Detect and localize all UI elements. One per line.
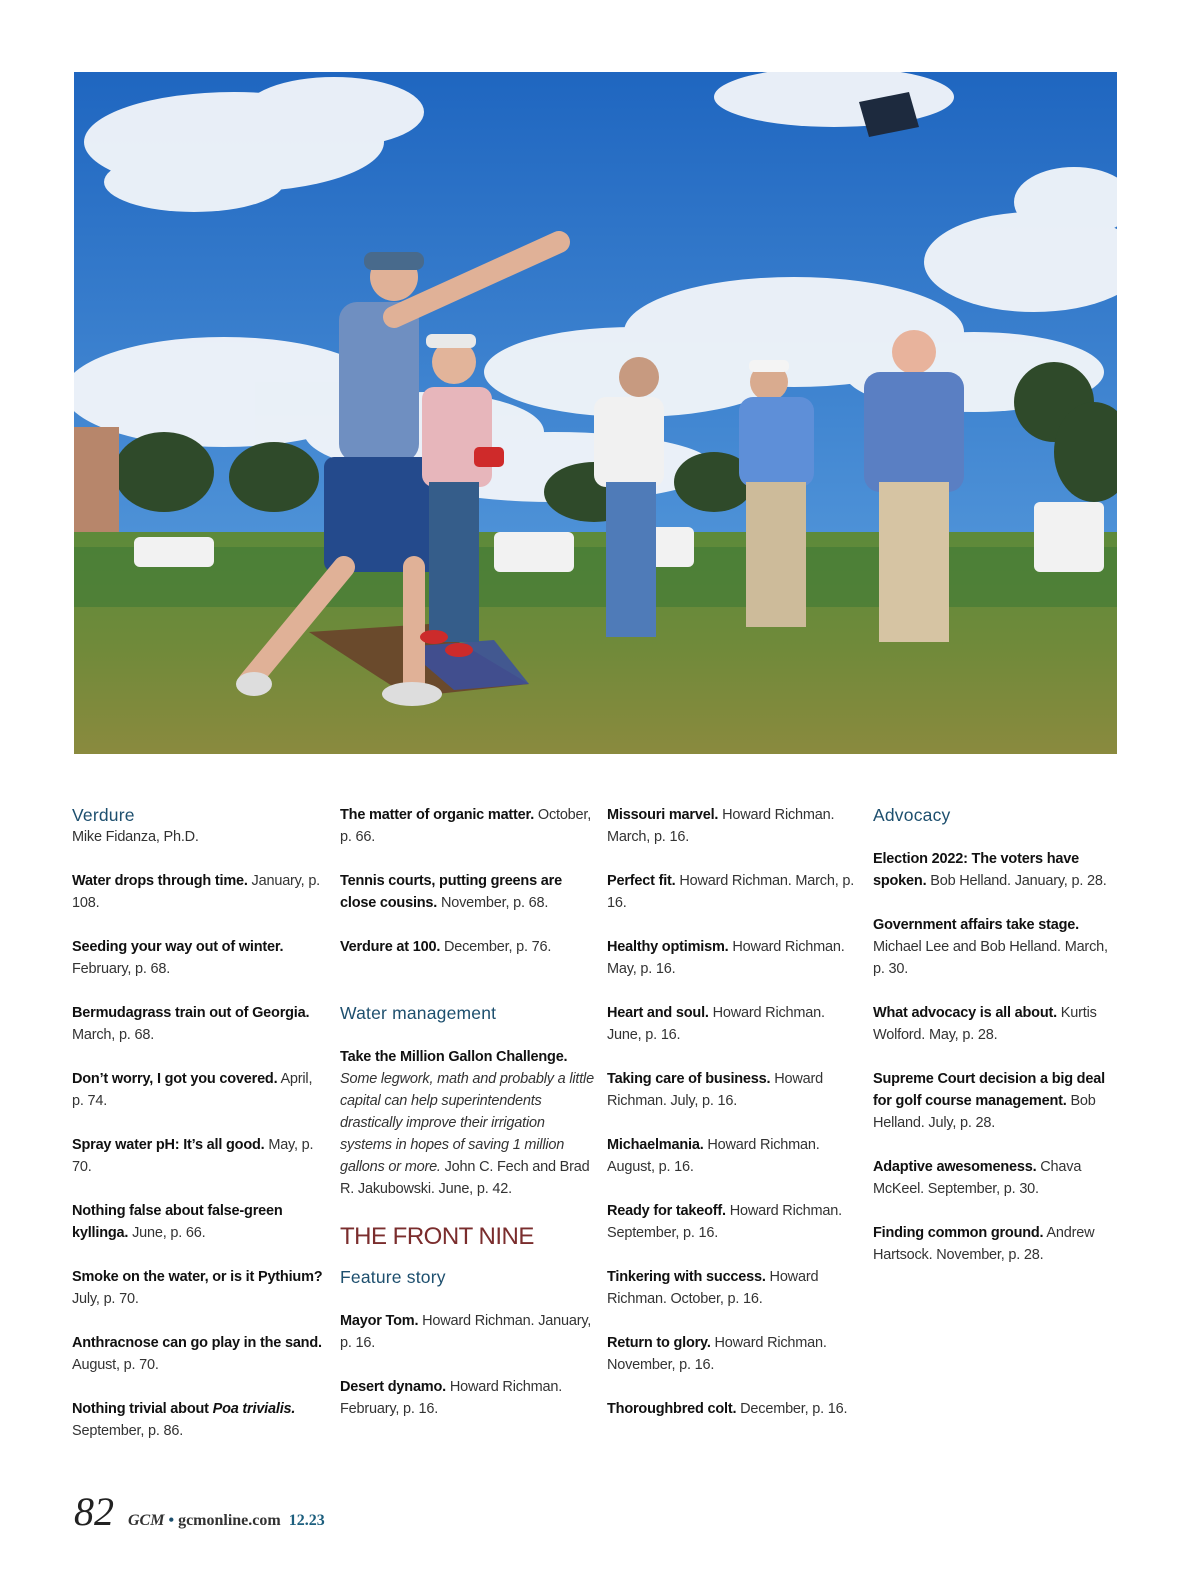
section-heading-front-nine: THE FRONT NINE	[340, 1223, 534, 1250]
issue-number: 12.23	[288, 1512, 325, 1529]
index-entry: Perfect fit. Howard Richman. March, p. 16.	[607, 873, 855, 911]
index-entry: Thoroughbred colt. December, p. 16.	[607, 1401, 848, 1417]
page-number: 82	[74, 1489, 114, 1534]
section-heading-verdure: Verdure	[72, 805, 135, 825]
section-heading-advocacy: Advocacy	[873, 805, 951, 825]
page-footer	[74, 1488, 325, 1532]
index-entry: Tennis courts, putting greens are close cousins. November, p. 68.	[340, 873, 562, 911]
index-entry: Seeding your way out of winter. February, p. 68.	[72, 939, 284, 977]
publication-site[interactable]: gcmonline.com	[178, 1512, 281, 1529]
index-entry: Nothing false about false-green kyllinga. June, p. 66.	[72, 1203, 283, 1241]
index-entry: Don’t worry, I got you covered. April, p. 74.	[72, 1071, 313, 1109]
index-entry: Government affairs take stage. Michael Lee and Bob Helland. March, p. 30.	[873, 917, 1108, 977]
index-entry: Tinkering with success. Howard Richman. October, p. 16.	[607, 1269, 819, 1307]
cornhole-scene-illustration	[74, 72, 1117, 754]
event-photo	[74, 72, 1117, 754]
section-heading-water-management: Water management	[340, 1003, 497, 1023]
index-entry: Desert dynamo. Howard Richman. February, p. 16.	[340, 1379, 563, 1417]
index-entry: Michaelmania. Howard Richman. August, p. 16.	[607, 1137, 820, 1175]
index-entry: Nothing trivial about Poa trivialis. September, p. 86.	[72, 1401, 296, 1439]
index-entry: Taking care of business. Howard Richman. July, p. 16.	[607, 1071, 823, 1109]
column-2	[340, 804, 595, 1442]
column-1	[72, 804, 327, 1464]
publication-brand: GCM	[128, 1512, 165, 1529]
index-entry: What advocacy is all about. Kurtis Wolford. May, p. 28.	[873, 1005, 1097, 1043]
index-entry: Election 2022: The voters have spoken. Bob Helland. January, p. 28.	[873, 851, 1107, 889]
column-3	[607, 804, 862, 1442]
index-entry: Take the Million Gallon Challenge. Some legwork, math and probably a little capital can help superintendents drastically improve their irrigation systems in hopes of saving 1 million gallons or more. John C. Fech and Brad R. Jakubowski. June, p. 42.	[340, 1049, 594, 1197]
publication-info	[128, 1512, 325, 1530]
index-entry: Return to glory. Howard Richman. November, p. 16.	[607, 1335, 827, 1373]
index-entry: Verdure at 100. December, p. 76.	[340, 939, 552, 955]
index-entry: Mayor Tom. Howard Richman. January, p. 16.	[340, 1313, 592, 1351]
index-entry: The matter of organic matter. October, p. 66.	[340, 807, 592, 845]
index-entry: Smoke on the water, or is it Pythium? July, p. 70.	[72, 1269, 323, 1307]
index-entry: Healthy optimism. Howard Richman. May, p. 16.	[607, 939, 845, 977]
section-heading-feature-story: Feature story	[340, 1267, 446, 1287]
index-entry: Anthracnose can go play in the sand. August, p. 70.	[72, 1335, 322, 1373]
index-entry: Adaptive awesomeness. Chava McKeel. September, p. 30.	[873, 1159, 1082, 1197]
index-entry: Water drops through time. January, p. 108.	[72, 873, 321, 911]
index-entry: Spray water pH: It’s all good. May, p. 70.	[72, 1137, 314, 1175]
column-4	[873, 804, 1113, 1288]
index-entry: Ready for takeoff. Howard Richman. September, p. 16.	[607, 1203, 842, 1241]
index-entry: Bermudagrass train out of Georgia. March, p. 68.	[72, 1005, 310, 1043]
index-entry: Heart and soul. Howard Richman. June, p. 16.	[607, 1005, 825, 1043]
index-entry: Missouri marvel. Howard Richman. March, p. 16.	[607, 807, 835, 845]
section-byline: Mike Fidanza, Ph.D.	[72, 829, 199, 845]
index-entry: Finding common ground. Andrew Hartsock. November, p. 28.	[873, 1225, 1095, 1263]
index-entry: Supreme Court decision a big deal for golf course management. Bob Helland. July, p. 28.	[873, 1071, 1105, 1131]
separator-dot: •	[168, 1512, 175, 1529]
